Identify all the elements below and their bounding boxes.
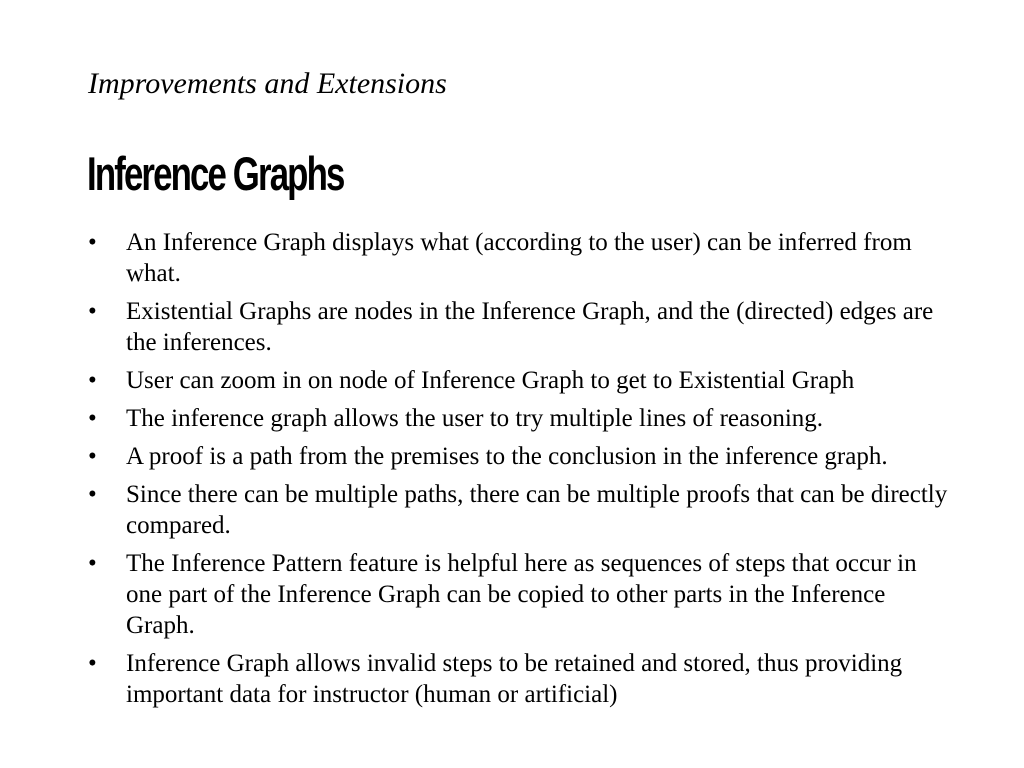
bullet-icon: • bbox=[88, 443, 97, 470]
slide-heading: Inference Graphs bbox=[87, 147, 344, 200]
bullet-item bbox=[88, 296, 948, 358]
bullet-item bbox=[88, 227, 948, 289]
bullet-text: The Inference Pattern feature is helpful here as sequences of steps that occur in one part of the Inference Graph can be copied to other parts in the Inference Graph. bbox=[126, 550, 917, 639]
bullet-item bbox=[88, 365, 948, 396]
section-title: Improvements and Extensions bbox=[88, 67, 447, 100]
bullet-icon: • bbox=[88, 229, 97, 256]
bullet-text: Since there can be multiple paths, there can be multiple proofs that can be directly compared. bbox=[126, 481, 948, 539]
bullet-item bbox=[88, 648, 948, 710]
bullet-icon: • bbox=[88, 405, 97, 432]
bullet-icon: • bbox=[88, 650, 97, 677]
bullet-list bbox=[88, 227, 948, 717]
bullet-text: User can zoom in on node of Inference Graph to get to Existential Graph bbox=[126, 367, 855, 394]
bullet-item bbox=[88, 403, 948, 434]
bullet-item bbox=[88, 441, 948, 472]
bullet-item bbox=[88, 479, 948, 541]
bullet-text: A proof is a path from the premises to the conclusion in the inference graph. bbox=[126, 443, 888, 470]
bullet-text: An Inference Graph displays what (according to the user) can be inferred from what. bbox=[126, 229, 912, 287]
bullet-icon: • bbox=[88, 298, 97, 325]
bullet-icon: • bbox=[88, 481, 97, 508]
bullet-text: The inference graph allows the user to try multiple lines of reasoning. bbox=[126, 405, 824, 432]
bullet-icon: • bbox=[88, 550, 97, 577]
bullet-text: Existential Graphs are nodes in the Inference Graph, and the (directed) edges are the inferences. bbox=[126, 298, 934, 356]
bullet-item bbox=[88, 548, 948, 641]
bullet-icon: • bbox=[88, 367, 97, 394]
bullet-text: Inference Graph allows invalid steps to be retained and stored, thus providing important data for instructor (human or artificial) bbox=[126, 650, 903, 708]
